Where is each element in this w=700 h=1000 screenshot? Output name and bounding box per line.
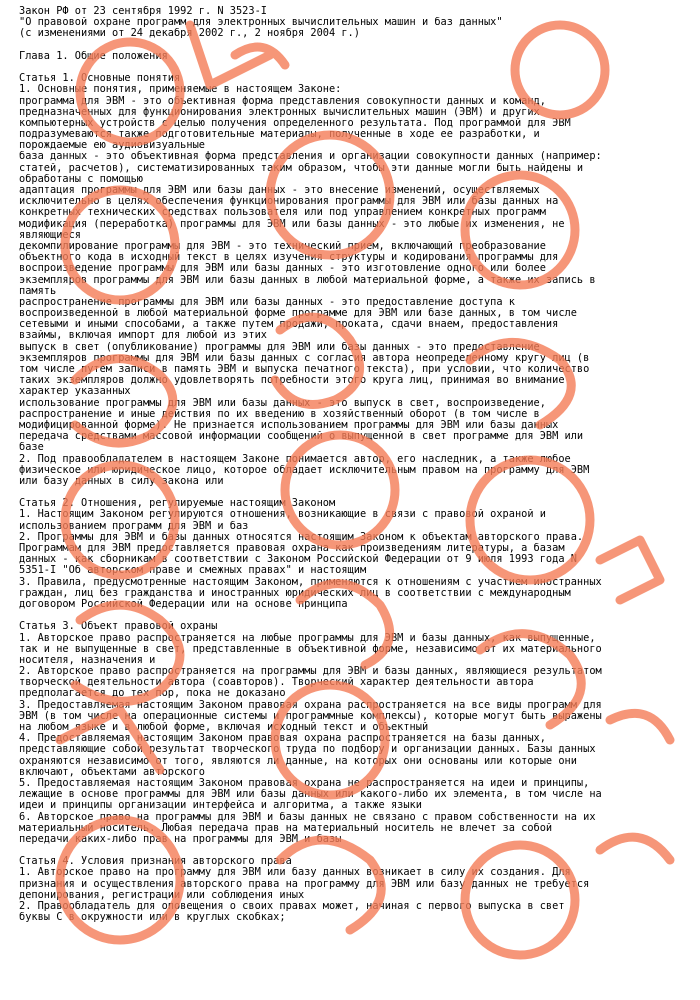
document-line: 2. Правообладатель для оповещения о своих правах может, начиная с первого выпуска в свет	[19, 901, 565, 912]
document-line: том числе путем записи в память ЭВМ и выпуска печатного текста), при условии, что количество	[19, 364, 590, 375]
document-line	[19, 62, 694, 73]
document-line: 3. Предоставляемая настоящим Законом правовая охрана распространяется на все виды программ для	[19, 699, 602, 711]
document-line: таких экземпляров должно удовлетворять потребности этого круга лиц, принимая во внимание	[19, 375, 565, 387]
document-line: охраняются независимо от того, являются ли данные, на которых они основаны или которые они	[19, 755, 577, 767]
document-line: 1. Авторское право распространяется на любые программы для ЭВМ и базы данных, как выпущенные,	[19, 632, 596, 644]
document-line: статей, расчетов), систематизированных таким образом, чтобы эти данные могли быть найдены и	[19, 162, 584, 174]
document-line: договором Российской Федерации или на основе принципа	[19, 598, 348, 610]
document-line: 1. Настоящим Законом регулируются отношения, возникающие в связи с правовой охраной и	[19, 509, 546, 521]
document-line: компьютерных устройств с целью получения определенного результата. Под программой для ЭВМ	[19, 117, 571, 129]
document-line: лежащие в основе программы для ЭВМ или базы данных или какого-либо их элемента, в том числе на	[19, 789, 602, 801]
document-line: депонирования, регистрации или соблюдения иных	[19, 889, 305, 901]
document-line: 1. Основные понятия, применяемые в настоящем Законе:	[19, 84, 342, 96]
document-line: программа для ЭВМ - это объективная форма представления совокупности данных и команд,	[19, 95, 546, 107]
document-line: использованием программ для ЭВМ и баз	[19, 520, 249, 532]
document-line: база данных - это объективная форма представления и организации совокупности данных (например:	[19, 151, 602, 163]
document-line: "О правовой охране программ для электронных вычислительных машин и баз данных"	[19, 17, 503, 29]
document-line: 2. Под правообладателем в настоящем Законе понимается автор, его наследник, а также любое	[19, 453, 571, 465]
document-line: так и не выпущенные в свет, представленные в объективной форме, независимо от их материального	[19, 643, 602, 655]
document-line	[19, 487, 694, 498]
document-line: модифицированной форме). Не признается использованием программы для ЭВМ или базы данных	[19, 419, 559, 431]
document-line: Статья 2. Отношения, регулируемые настоящим Законом	[19, 498, 336, 510]
document-line: выпуск в свет (опубликование) программы для ЭВМ или базы данных - это предоставление	[19, 341, 540, 353]
document-line: характер указанных	[19, 386, 131, 398]
document-line: или базу данных в силу закона или	[19, 475, 224, 487]
document-line: распространение программы для ЭВМ или базы данных - это предоставление доступа к	[19, 296, 515, 308]
document-line: 1. Авторское право на программу для ЭВМ или базу данных возникает в силу их создания. Для	[19, 867, 571, 879]
document-line: 3. Правила, предусмотренные настоящим Законом, применяются к отношениям с участием иностранных	[19, 576, 602, 588]
document-line: 4. Предоставляемая настоящим Законом правовая охрана распространяется на базы данных,	[19, 733, 546, 745]
document-line: Статья 4. Условия признания авторского права	[19, 856, 292, 868]
document-line: буквы C в окружности или в круглых скобках;	[19, 912, 286, 924]
document-line: творческой деятельности автора (соавторов). Творческий характер деятельности автора	[19, 677, 534, 689]
document-line: использование программы для ЭВМ или базы данных - это выпуск в свет, воспроизведение,	[19, 397, 546, 409]
document-line: 2. Программы для ЭВМ и базы данных относятся настоящим Законом к объектам авторского права.	[19, 531, 584, 543]
document-line: Программам для ЭВМ предоставляется правовая охрана как произведениям литературы, а базам	[19, 543, 565, 554]
document-line: 5351-I "Об авторском праве и смежных правах" и настоящим	[19, 565, 367, 577]
document-line: объектного кода в исходный текст в целях изучения структуры и кодирования программы для	[19, 252, 559, 264]
document-line: на любом языке и в любой форме, включая исходный текст и объектный	[19, 722, 429, 733]
document-line: воспроизведенной в любой материальной форме программе для ЭВМ или базе данных, в том числе	[19, 308, 577, 320]
document-line: признания и осуществления авторского права на программу для ЭВМ или базу данных не требуется	[19, 878, 590, 890]
document-line: обработаны с помощью	[19, 173, 143, 185]
document-line: 2. Авторское право распространяется на программы для ЭВМ и базы данных, являющиеся результатом	[19, 666, 602, 678]
document-line	[19, 40, 694, 51]
document-line: (с изменениями от 24 декабря 2002 г., 2 ноября 2004 г.)	[19, 28, 360, 40]
document-line	[19, 610, 694, 621]
document-line: данных - как сборникам в соответствии с Законом Российской Федерации от 9 июля 1993 года N	[19, 554, 577, 566]
document-line: Глава 1. Общие положения	[19, 50, 168, 62]
document-line: являющиеся	[19, 229, 81, 241]
document-line: экземпляров программы для ЭВМ или базы данных с согласия автора неопределенному кругу лиц (в	[19, 352, 590, 364]
document-line: исключительно в целях обеспечения функционирования программы для ЭВМ или базы данных на	[19, 196, 559, 208]
document-line: декомпилирование программы для ЭВМ - это технический прием, включающий преобразование	[19, 240, 546, 252]
document-line: Статья 1. Основные понятия	[19, 73, 181, 85]
document-line: предполагается до тех пор, пока не доказано	[19, 688, 286, 700]
document-line: распространение и иные действия по их введению в хозяйственный оборот (в том числе в	[19, 408, 540, 420]
document-line: порождаемые ею аудиовизуальные	[19, 140, 205, 152]
document-line: материальный носитель. Любая передача прав на материальный носитель не влечет за собой	[19, 822, 553, 834]
document-line: носителя, назначения и	[19, 654, 156, 666]
document-line: идеи и принципы организации интерфейса и алгоритма, а также языки	[19, 800, 422, 812]
document-line: память	[19, 285, 57, 297]
document-line: адаптация программы для ЭВМ или базы данных - это внесение изменений, осуществляемых	[19, 185, 540, 196]
document-line: Статья 3. Объект правовой охраны	[19, 621, 218, 633]
document-line: представляющие собой результат творческого труда по подбору и организации данных. Базы данных	[19, 744, 596, 756]
document-line: базе	[19, 442, 44, 454]
document-line: граждан, лиц без гражданства и иностранных юридических лиц в соответствии с международным	[19, 587, 571, 599]
document-line: передача средствами массовой информации сообщений о выпущенной в свет программе для ЭВМ или	[19, 431, 584, 443]
document-line: 5. Предоставляемая настоящим Законом правовая охрана не распространяется на идеи и принципы,	[19, 777, 590, 789]
document-line	[19, 845, 694, 856]
document-line: включают, объектами авторского	[19, 766, 205, 778]
document-line: конкретных технических средствах пользователя или под управлением конкретных программ	[19, 207, 546, 219]
document-line: ЭВМ (в том числе на операционные системы и программные комплексы), которые могут быть выражены	[19, 710, 602, 722]
document-line: экземпляров программы для ЭВМ или базы данных в любой материальной форме, а также их запись в	[19, 274, 596, 286]
document-line: передачи каких-либо прав на программы для ЭВМ и базы	[19, 833, 342, 845]
document-line: воспроизведение программы для ЭВМ или базы данных - это изготовление одного или более	[19, 263, 546, 275]
document-line: предназначенных для функционирования электронных вычислительных машин (ЭВМ) и других	[19, 106, 540, 118]
document-line: подразумеваются также подготовительные материалы, полученные в ходе ее разработки, и	[19, 129, 540, 141]
document-line: 6. Авторское право на программы для ЭВМ и базы данных не связано с правом собственности на их	[19, 811, 596, 823]
document-line: сетевыми и иными способами, а также путем продажи, проката, сдачи внаем, предоставления	[19, 319, 559, 331]
document-line: Закон РФ от 23 сентября 1992 г. N 3523-I	[19, 6, 267, 17]
document-line: модификация (переработка) программы для ЭВМ или базы данных - это любые их изменения, не	[19, 218, 565, 230]
document-line: взаймы, включая импорт для любой из этих	[19, 330, 267, 342]
document-line: физическое или юридическое лицо, которое обладает исключительным правом на программу для ЭВМ	[19, 464, 590, 476]
